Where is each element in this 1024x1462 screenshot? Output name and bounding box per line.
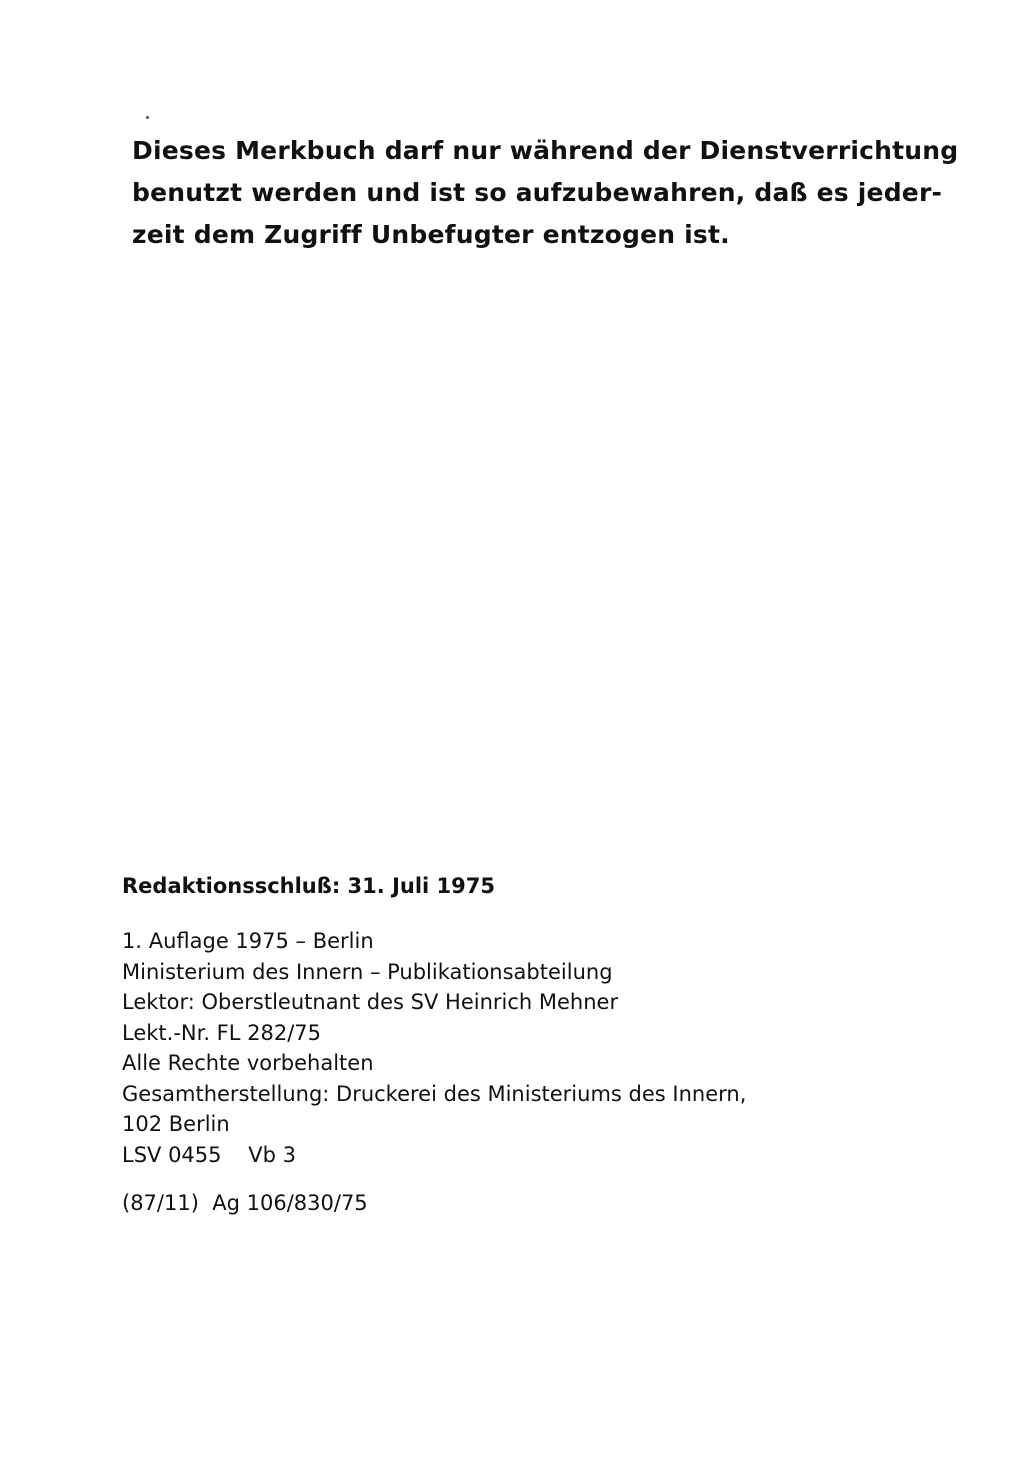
editorial-deadline: Redaktionsschluß: 31. Juli 1975 [122,874,495,898]
publication-details [122,926,882,1170]
imprint-section [122,868,882,1218]
publisher-line: Ministerium des Innern – Publikationsabteilung [122,959,613,984]
print-speck [146,116,149,119]
edition-line: 1. Auflage 1975 – Berlin [122,929,374,953]
editor-number-line: Lekt.-Nr. FL 282/75 [122,1020,321,1045]
rights-line: Alle Rechte vorbehalten [122,1051,374,1075]
editor-line: Lektor: Oberstleutnant des SV Heinrich Mehner [122,990,619,1014]
notice-line: benutzt werden und ist so aufzubewahren, daß es jeder- [132,178,943,207]
notice-line: Dieses Merkbuch darf nur während der Dienstverrichtung [132,136,959,165]
city-line: 102 Berlin [122,1112,230,1136]
production-line: Gesamtherstellung: Druckerei des Ministeriums des Innern, [122,1081,747,1106]
license-line: LSV 0455 Vb 3 [122,1142,296,1167]
notice-line: zeit dem Zugriff Unbefugter entzogen ist. [132,220,730,249]
print-reference: (87/11) Ag 106/830/75 [122,1191,368,1215]
usage-notice [132,130,959,256]
